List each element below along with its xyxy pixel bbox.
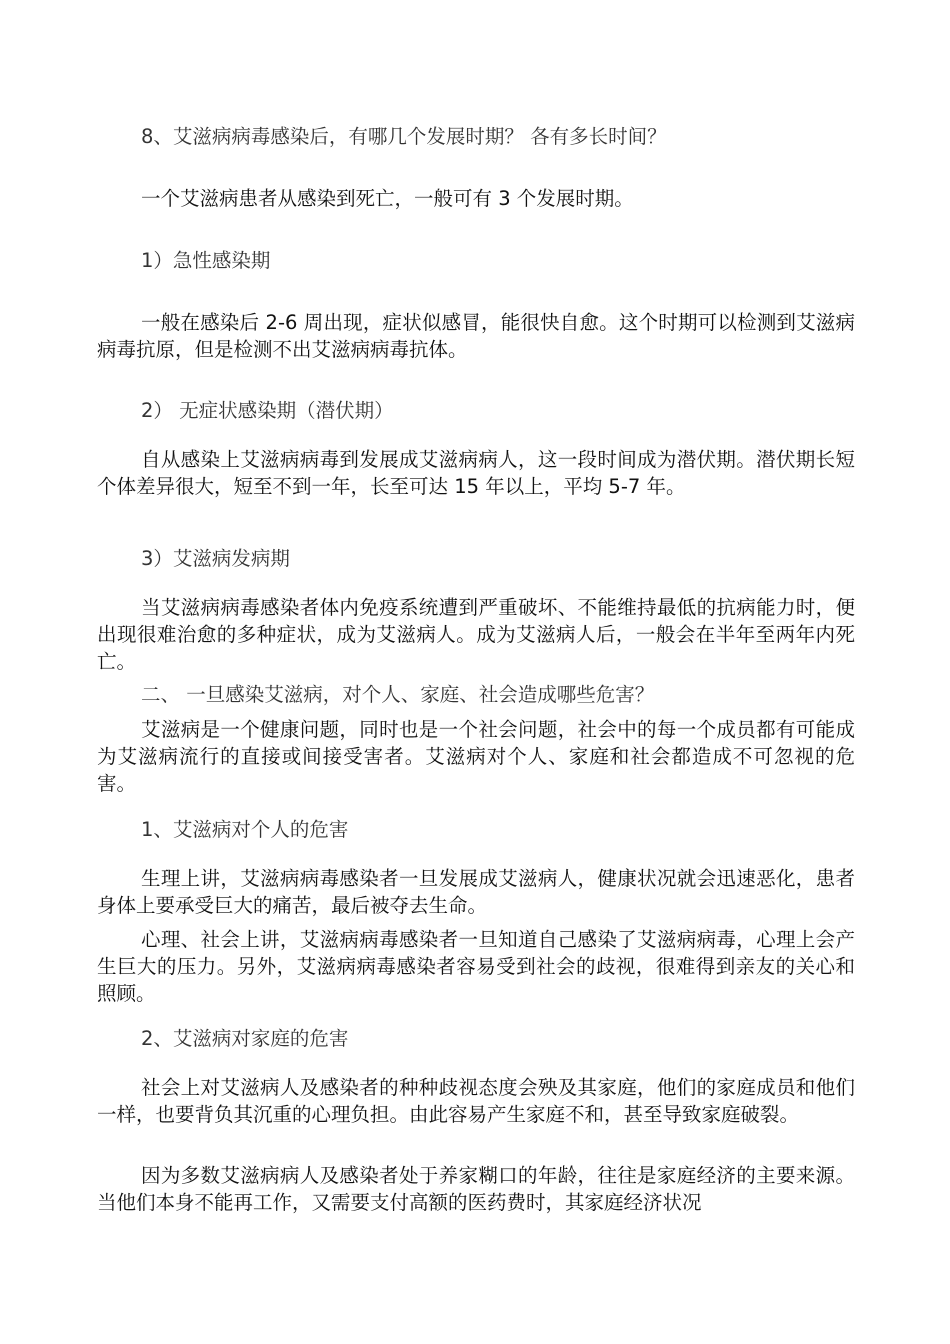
body-paragraph: 因为多数艾滋病病人及感染者处于养家糊口的年龄，往往是家庭经济的主要来源。当他们本身不能再工作，又需要支付高额的医药费时，其家庭经济状况 [97, 1164, 855, 1214]
section-heading: 2、艾滋病对家庭的危害 [141, 1027, 349, 1050]
section-heading: 1）急性感染期 [141, 249, 271, 272]
body-paragraph: 一般在感染后 2-6 周出现，症状似感冒，能很快自愈。这个时期可以检测到艾滋病病毒抗原，但是检测不出艾滋病病毒抗体。 [97, 311, 855, 361]
section-heading: 二、 一旦感染艾滋病，对个人、家庭、社会造成哪些危害？ [141, 683, 655, 706]
body-paragraph: 社会上对艾滋病人及感染者的种种歧视态度会殃及其家庭，他们的家庭成员和他们一样，也要背负其沉重的心理负担。由此容易产生家庭不和，甚至导致家庭破裂。 [97, 1076, 855, 1126]
body-paragraph: 一个艾滋病患者从感染到死亡，一般可有 3 个发展时期。 [141, 187, 634, 210]
body-paragraph: 自从感染上艾滋病病毒到发展成艾滋病病人，这一段时间成为潜伏期。潜伏期长短个体差异很大，短至不到一年，长至可达 15 年以上，平均 5-7 年。 [97, 448, 855, 498]
section-heading: 3）艾滋病发病期 [141, 547, 290, 570]
section-heading: 2） 无症状感染期（潜伏期） [141, 399, 394, 422]
body-paragraph: 当艾滋病病毒感染者体内免疫系统遭到严重破坏、不能维持最低的抗病能力时，便出现很难治愈的多种症状，成为艾滋病人。成为艾滋病人后，一般会在半年至两年内死亡。 [97, 596, 855, 673]
question-heading: 8、艾滋病病毒感染后，有哪几个发展时期？ 各有多长时间？ [141, 125, 667, 148]
body-paragraph: 心理、社会上讲，艾滋病病毒感染者一旦知道自己感染了艾滋病病毒，心理上会产生巨大的压力。另外，艾滋病病毒感染者容易受到社会的歧视，很难得到亲友的关心和照顾。 [97, 928, 855, 1005]
body-paragraph: 生理上讲，艾滋病病毒感染者一旦发展成艾滋病人，健康状况就会迅速恶化，患者身体上要承受巨大的痛苦，最后被夺去生命。 [97, 867, 855, 917]
body-paragraph: 艾滋病是一个健康问题，同时也是一个社会问题，社会中的每一个成员都有可能成为艾滋病流行的直接或间接受害者。艾滋病对个人、家庭和社会都造成不可忽视的危害。 [97, 718, 855, 795]
section-heading: 1、艾滋病对个人的危害 [141, 818, 349, 841]
